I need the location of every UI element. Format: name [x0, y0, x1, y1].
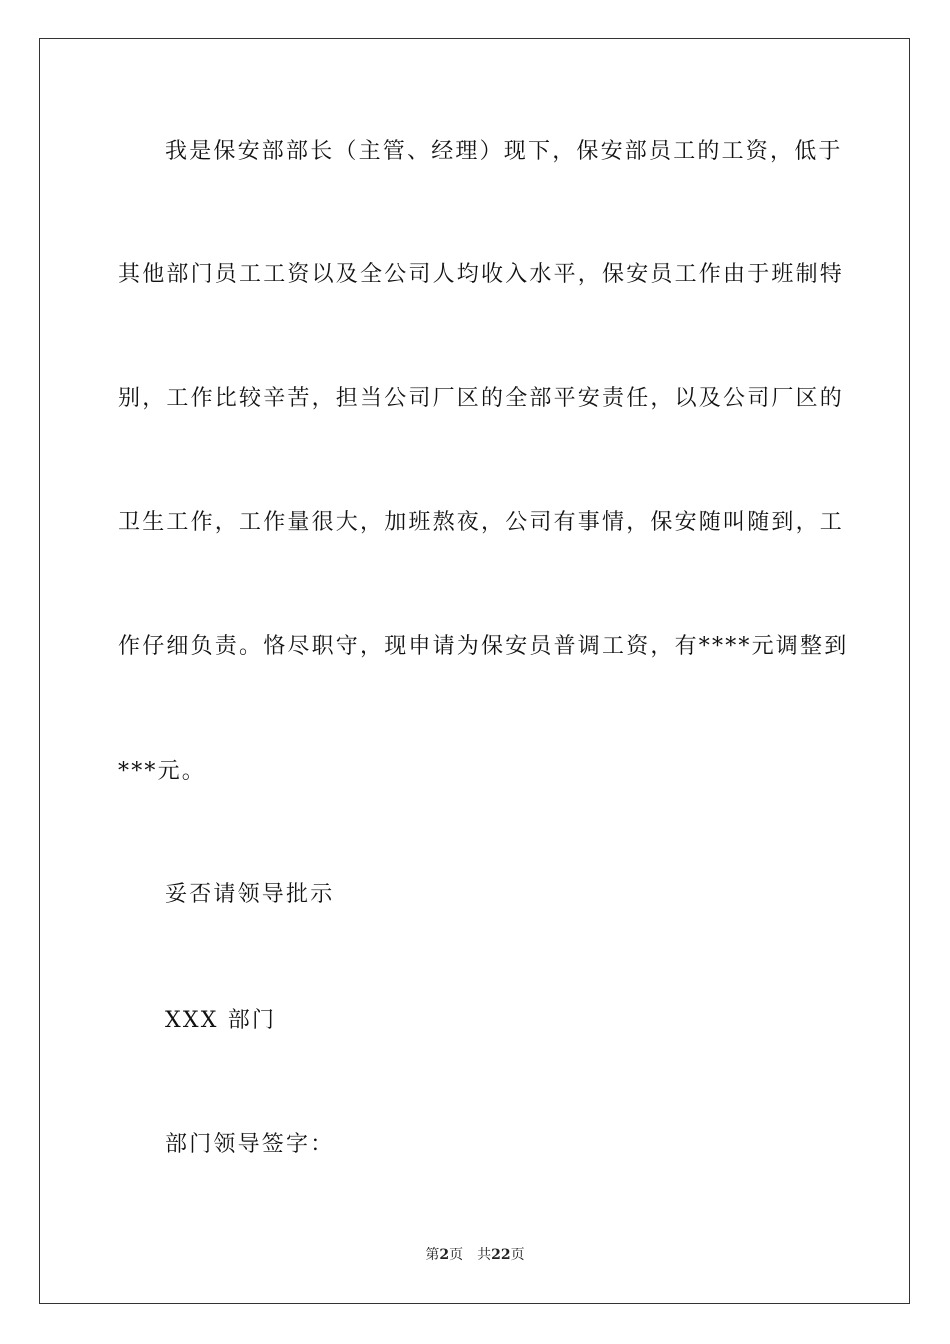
total-prefix: 共	[477, 1247, 492, 1263]
page-prefix: 第	[425, 1247, 440, 1263]
signature-label: 部门领导签字：	[165, 1132, 335, 1157]
page-footer	[0, 1245, 950, 1265]
department-name: XXX 部门	[165, 1008, 277, 1033]
body-line-5: 作仔细负责。恪尽职守，现申请为保安员普调工资，有****元调整到	[118, 634, 849, 659]
body-line-3: 别，工作比较辛苦，担当公司厂区的全部平安责任，以及公司厂区的	[118, 386, 845, 411]
page-suffix: 页	[449, 1247, 464, 1263]
body-line-4: 卫生工作，工作量很大，加班熬夜，公司有事情，保安随叫随到，工	[118, 510, 845, 535]
approval-request: 妥否请领导批示	[165, 882, 335, 907]
page-number: 2	[439, 1247, 450, 1263]
body-line-2: 其他部门员工工资以及全公司人均收入水平，保安员工作由于班制特	[118, 262, 845, 287]
body-line-1: 我是保安部部长（主管、经理）现下，保安部员工的工资，低于	[165, 139, 843, 164]
body-line-6: ***元。	[118, 759, 207, 784]
page-border	[39, 38, 910, 1304]
total-suffix: 页	[510, 1247, 525, 1263]
total-pages: 22	[491, 1247, 511, 1263]
